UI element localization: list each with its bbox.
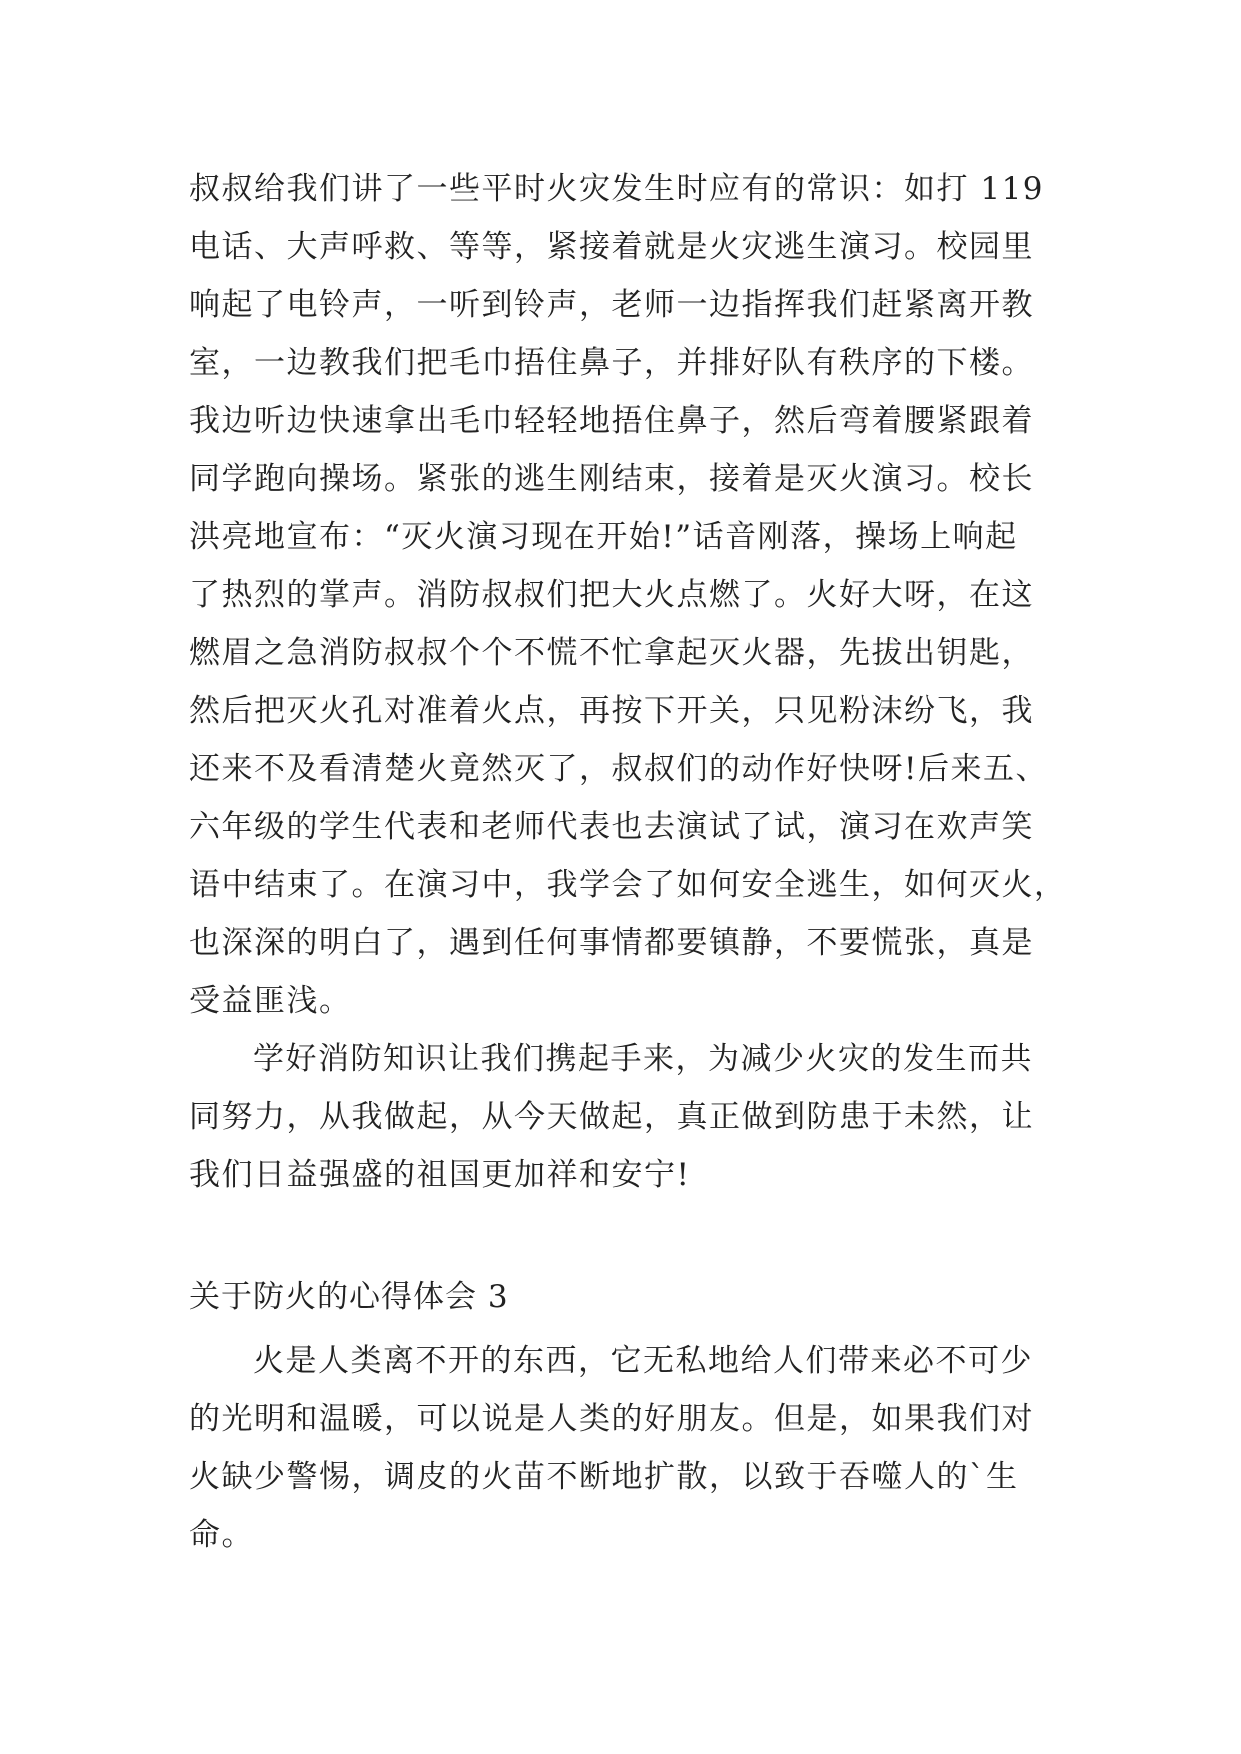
text-line: 受益匪浅。 <box>189 983 352 1019</box>
text-line: 还来不及看清楚火竟然灭了，叔叔们的动作好快呀!后来五、 <box>189 751 1048 787</box>
document-body <box>189 160 1067 1564</box>
text-line: 响起了电铃声，一听到铃声，老师一边指挥我们赶紧离开教 <box>189 287 1034 323</box>
text-line: 叔叔给我们讲了一些平时火灾发生时应有的常识：如打 119 <box>189 171 1045 207</box>
paragraph-1 <box>189 160 1067 1030</box>
text-line: 洪亮地宣布：“灭火演习现在开始!”话音刚落，操场上响起 <box>189 519 1018 555</box>
text-line: 的光明和温暖，可以说是人类的好朋友。但是，如果我们对 <box>189 1401 1034 1437</box>
text-line: 学好消防知识让我们携起手来，为减少火灾的发生而共 <box>253 1041 1033 1077</box>
text-line: 语中结束了。在演习中，我学会了如何安全逃生，如何灭火， <box>189 867 1067 903</box>
text-line: 六年级的学生代表和老师代表也去演试了试，演习在欢声笑 <box>189 809 1034 845</box>
text-line: 然后把灭火孔对准着火点，再按下开关，只见粉沫纷飞，我 <box>189 693 1034 729</box>
paragraph-gap <box>189 1204 1059 1268</box>
paragraph-3 <box>189 1332 1059 1564</box>
section-title: 关于防火的心得体会 3 <box>189 1279 509 1315</box>
text-line: 火缺少警惕，调皮的火苗不断地扩散，以致于吞噬人的`生 <box>189 1459 1019 1495</box>
text-line: 火是人类离不开的东西，它无私地给人们带来必不可少 <box>253 1343 1033 1379</box>
text-line: 命。 <box>189 1517 254 1553</box>
text-line: 也深深的明白了，遇到任何事情都要镇静，不要慌张，真是 <box>189 925 1034 961</box>
text-line: 电话、大声呼救、等等，紧接着就是火灾逃生演习。校园里 <box>189 229 1034 265</box>
text-line: 同努力，从我做起，从今天做起，真正做到防患于未然，让 <box>189 1099 1034 1135</box>
paragraph-2 <box>189 1030 1059 1204</box>
text-line: 燃眉之急消防叔叔个个不慌不忙拿起灭火器，先拔出钥匙， <box>189 635 1034 671</box>
text-line: 室，一边教我们把毛巾捂住鼻子，并排好队有秩序的下楼。 <box>189 345 1034 381</box>
text-line: 我们日益强盛的祖国更加祥和安宁! <box>189 1157 691 1193</box>
text-line: 了热烈的掌声。消防叔叔们把大火点燃了。火好大呀，在这 <box>189 577 1034 613</box>
text-line: 同学跑向操场。紧张的逃生刚结束，接着是灭火演习。校长 <box>189 461 1034 497</box>
text-line: 我边听边快速拿出毛巾轻轻地捂住鼻子，然后弯着腰紧跟着 <box>189 403 1034 439</box>
